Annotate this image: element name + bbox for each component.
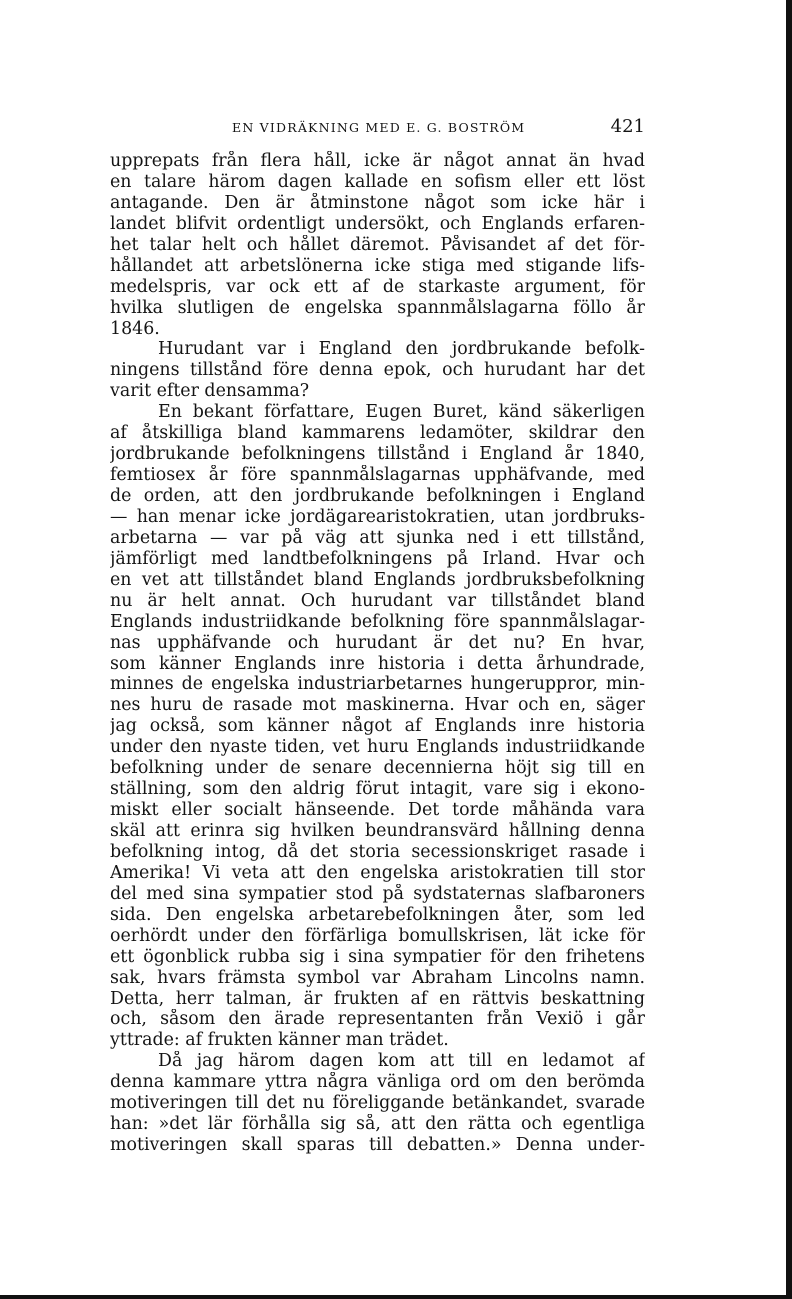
text-line: sida. Den engelska arbetarebefolkningen åter, som led [110, 904, 645, 925]
text-line: jämförligt med landtbefolkningens på Irland. Hvar och [110, 548, 645, 569]
text-line: femtiosex år före spannmålslagarnas upphäfvande, med [110, 465, 645, 486]
text-line: yttrade: af frukten känner man trädet. [110, 1030, 449, 1051]
text-line: en talare härom dagen kallade en sofism eller ett löst [110, 171, 645, 192]
page-edge-right [786, 0, 792, 1299]
text-line: jag också, som känner något af Englands inre historia [110, 716, 645, 737]
text-line: oerhördt under den förfärliga bomullskrisen, lät icke för [110, 925, 645, 946]
text-line: befolkning intog, då det storia secessionskriget rasade i [110, 841, 645, 862]
text-line: varit efter densamma? [110, 381, 310, 402]
text-line: Då jag härom dagen kom att till en ledamot af [158, 1051, 645, 1072]
text-line: landet blifvit ordentligt undersökt, och Englands erfaren- [110, 213, 645, 234]
body-text [110, 151, 645, 1156]
text-line: en vet att tillståndet bland Englands jordbruksbefolkning [110, 569, 645, 590]
page-number: 421 [610, 116, 645, 137]
text-line: del med sina sympatier stod på sydstaternas slafbaroners [110, 883, 645, 904]
text-line: 1846. [110, 318, 160, 339]
text-line: Detta, herr talman, är frukten af en rättvis beskattning [110, 988, 645, 1009]
text-line: miskt eller socialt hänseende. Det torde måhända vara [110, 800, 645, 821]
text-line: skäl att erinra sig hvilken beundransvärd hållning denna [110, 821, 645, 841]
text-line: antagande. Den är åtminstone något som icke här i [110, 192, 645, 213]
text-line: nu är helt annat. Och hurudant var tillståndet bland [110, 590, 645, 611]
running-head: EN VIDRÄKNING MED E. G. BOSTRÖM [232, 120, 526, 135]
text-line: En bekant författare, Eugen Buret, känd säkerligen [158, 402, 645, 423]
text-line: het talar helt och hållet däremot. Påvisandet af det för- [110, 234, 645, 255]
text-line: Amerika! Vi veta att den engelska aristokratien till stor [110, 862, 645, 883]
text-line: medelspris, var ock ett af de starkaste argument, för [110, 276, 645, 297]
page-edge-bottom [0, 1295, 792, 1299]
text-line: ett ögonblick rubba sig i sina sympatier för den frihetens [110, 946, 645, 967]
text-line: af åtskilliga bland kammarens ledamöter, skildrar den [110, 423, 645, 444]
text-line: — han menar icke jordägarearistokratien, utan jordbruks- [110, 506, 645, 527]
text-line: sak, hvars främsta symbol var Abraham Lincolns namn. [110, 967, 645, 988]
text-line: minnes de engelska industriarbetarnes hungeruppror, min- [110, 674, 645, 695]
text-line: som känner Englands inre historia i detta århundrade, [110, 653, 645, 674]
page-header [110, 116, 645, 140]
text-line: motiveringen till det nu föreliggande betänkandet, svarade [110, 1093, 645, 1114]
text-line: Hurudant var i England den jordbrukande befolk- [158, 339, 645, 360]
text-line: under den nyaste tiden, vet huru Englands industriidkande [110, 737, 645, 758]
text-line: befolkning under de senare decennierna höjt sig till en [110, 758, 645, 779]
text-line: motiveringen skall sparas till debatten.» Denna under- [110, 1135, 645, 1156]
text-line: ningens tillstånd före denna epok, och hurudant har det [110, 360, 645, 381]
text-line: Englands industriidkande befolkning före spannmålslagar- [110, 611, 645, 632]
text-line: arbetarna — var på väg att sjunka ned i ett tillstånd, [110, 527, 645, 548]
text-line: denna kammare yttra några vänliga ord om den berömda [110, 1072, 645, 1093]
text-line: de orden, att den jordbrukande befolkningen i England [110, 486, 645, 506]
text-line: ställning, som den aldrig förut intagit, vare sig i ekono- [110, 779, 645, 800]
text-line: och, såsom den ärade representanten från Vexiö i går [110, 1009, 645, 1030]
text-line: nas upphäfvande och hurudant är det nu? En hvar, [110, 632, 645, 653]
text-line: nes huru de rasade mot maskinerna. Hvar och en, säger [110, 695, 645, 716]
text-line: han: »det lär förhålla sig så, att den rätta och egentliga [110, 1114, 645, 1135]
text-line: hvilka slutligen de engelska spannmålslagarna föllo år [110, 297, 645, 318]
text-line: hållandet att arbetslönerna icke stiga med stigande lifs- [110, 255, 645, 276]
text-line: upprepats från flera håll, icke är något annat än hvad [110, 151, 645, 171]
text-line: jordbrukande befolkningens tillstånd i England år 1840, [110, 444, 645, 465]
